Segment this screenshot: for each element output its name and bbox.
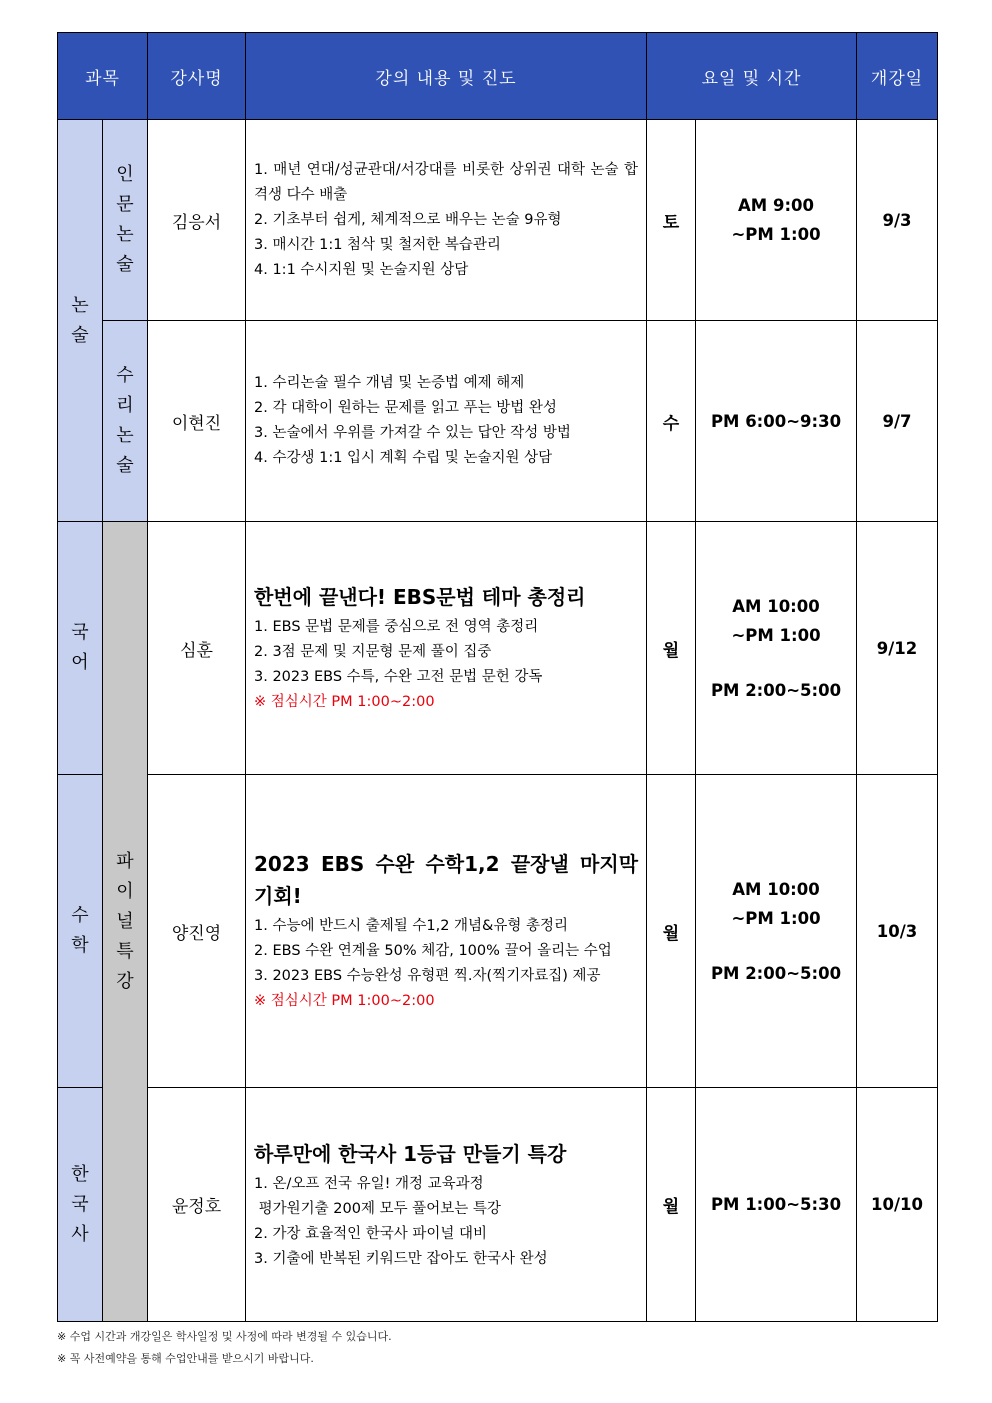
footnote: ※ 꼭 사전예약을 통해 수업안내를 받으시기 바랍니다. (57, 1352, 314, 1365)
time-line: ~PM 1:00 (731, 225, 821, 244)
course-line: 1. 수리논술 필수 개념 및 논증법 예제 해제 (254, 375, 525, 391)
course-content (246, 120, 647, 321)
weekday: 월 (647, 1088, 696, 1322)
weekday: 월 (647, 775, 696, 1088)
time-line: AM 10:00 (732, 879, 820, 899)
weekday: 월 (647, 522, 696, 775)
time-spacer (696, 933, 856, 959)
class-time (696, 321, 857, 522)
open-date: 10/3 (857, 775, 938, 1088)
course-headline: 하루만에 한국사 1등급 만들기 특강 (254, 1141, 567, 1166)
course-content (246, 321, 647, 522)
course-line: 4. 1:1 수시지원 및 논술지원 상담 (254, 261, 469, 278)
group-final: 파이널특강 (103, 522, 148, 1322)
time-line: PM 1:00~5:30 (710, 1195, 842, 1214)
group-history: 한국사 (58, 1088, 103, 1322)
course-line: 1. 온/오프 전국 유일! 개정 교육과정 (254, 1175, 484, 1192)
course-line: 2. 3점 문제 및 지문형 문제 풀이 집중 (254, 644, 492, 660)
teacher-name: 이현진 (148, 321, 246, 522)
header-subject: 과목 (58, 33, 148, 120)
time-line: AM 10:00 (732, 596, 820, 616)
course-line: 2. 각 대학이 원하는 문제를 읽고 푸는 방법 완성 (254, 400, 557, 416)
course-headline: 한번에 끝낸다! EBS문법 테마 총정리 (254, 585, 586, 609)
group-korean: 국어 (58, 522, 103, 775)
course-content (246, 775, 647, 1088)
course-line: 평가원기출 200제 모두 풀어보는 특강 (254, 1200, 501, 1217)
time-spacer (696, 650, 856, 676)
open-date: 10/10 (857, 1088, 938, 1322)
time-line: AM 9:00 (738, 196, 815, 215)
class-time (696, 522, 857, 775)
open-date: 9/7 (857, 321, 938, 522)
table-row (58, 522, 938, 775)
course-line: 2. 기초부터 쉽게, 체계적으로 배우는 논술 9유형 (254, 211, 562, 228)
time-line: ~PM 1:00 (731, 908, 821, 928)
time-line: PM 2:00~5:00 (710, 963, 842, 983)
header-open: 개강일 (857, 33, 938, 120)
class-time (696, 120, 857, 321)
course-line: 3. 2023 EBS 수특, 수완 고전 문법 문헌 강독 (254, 669, 543, 685)
group-nonsul: 논술 (58, 120, 103, 522)
group-suri: 수리논술 (103, 321, 148, 522)
course-content (246, 522, 647, 775)
group-inmun: 인문논술 (103, 120, 148, 321)
table-row (58, 321, 938, 522)
group-math: 수학 (58, 775, 103, 1088)
weekday: 토 (647, 120, 696, 321)
course-line: 4. 수강생 1:1 입시 계획 수립 및 논술지원 상담 (254, 450, 553, 466)
course-content (246, 1088, 647, 1322)
teacher-name: 윤정호 (148, 1088, 246, 1322)
weekday: 수 (647, 321, 696, 522)
time-line: ~PM 1:00 (731, 625, 821, 645)
open-date: 9/3 (857, 120, 938, 321)
header-teacher: 강사명 (148, 33, 246, 120)
time-line: PM 2:00~5:00 (710, 680, 842, 700)
course-line: 1. 매년 연대/성균관대/서강대를 비롯한 상위권 대학 논술 합격생 다수 배출 (254, 161, 639, 203)
course-line: 3. 매시간 1:1 첨삭 및 철저한 복습관리 (254, 236, 501, 253)
header-time: 요일 및 시간 (647, 33, 857, 120)
header-content: 강의 내용 및 진도 (246, 33, 647, 120)
course-line: 2. 가장 효율적인 한국사 파이널 대비 (254, 1225, 487, 1242)
course-line: 1. 수능에 반드시 출제될 수1,2 개념&유형 총정리 (254, 918, 568, 934)
teacher-name: 심훈 (148, 522, 246, 775)
teacher-name: 김응서 (148, 120, 246, 321)
course-line: 2. EBS 수완 연계율 50% 체감, 100% 끌어 올리는 수업 (254, 943, 612, 959)
class-time (696, 775, 857, 1088)
footnote: ※ 수업 시간과 개강일은 학사일정 및 사정에 따라 변경될 수 있습니다. (57, 1330, 392, 1343)
teacher-name: 양진영 (148, 775, 246, 1088)
table-row (58, 775, 938, 1088)
table-row (58, 120, 938, 321)
course-line: 3. 2023 EBS 수능완성 유형편 찍.자(찍기자료집) 제공 (254, 968, 601, 984)
open-date: 9/12 (857, 522, 938, 775)
lunch-note: ※ 점심시간 PM 1:00~2:00 (254, 993, 435, 1009)
schedule-table (57, 32, 938, 1322)
time-line: PM 6:00~9:30 (710, 411, 842, 431)
header-row (58, 33, 938, 120)
course-line: 1. EBS 문법 문제를 중심으로 전 영역 총정리 (254, 619, 539, 635)
lunch-note: ※ 점심시간 PM 1:00~2:00 (254, 694, 435, 710)
course-line: 3. 논술에서 우위를 가져갈 수 있는 답안 작성 방법 (254, 425, 571, 441)
course-headline: 2023 EBS 수완 수학1,2 끝장낼 마지막 기회! (254, 852, 639, 908)
course-line: 3. 기출에 반복된 키워드만 잡아도 한국사 완성 (254, 1250, 548, 1267)
class-time (696, 1088, 857, 1322)
table-row (58, 1088, 938, 1322)
